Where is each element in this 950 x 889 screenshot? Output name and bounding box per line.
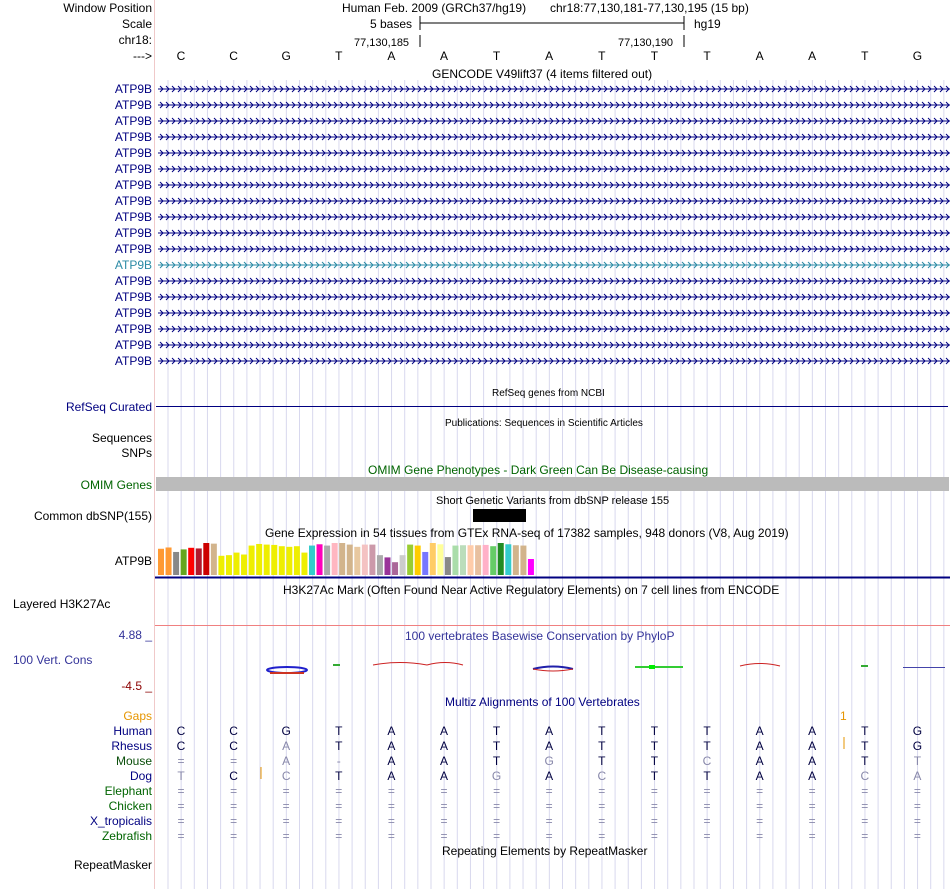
- aligned-base: =: [440, 799, 448, 813]
- aligned-base: =: [335, 784, 343, 798]
- aligned-base: =: [650, 814, 658, 828]
- aligned-base: =: [335, 829, 343, 843]
- aligned-base: =: [493, 814, 501, 828]
- refseq-title[interactable]: RefSeq genes from NCBI: [492, 388, 605, 399]
- aligned-base: =: [913, 814, 921, 828]
- aligned-base: =: [861, 814, 869, 828]
- scale-text: 5 bases: [370, 17, 413, 31]
- aligned-base: =: [177, 829, 185, 843]
- aligned-base: T: [598, 724, 606, 738]
- repeatmasker-label[interactable]: RepeatMasker: [73, 858, 152, 872]
- aligned-base: T: [492, 739, 501, 753]
- aligned-base: =: [493, 829, 501, 843]
- aligned-base: A: [808, 769, 817, 783]
- gtex-label[interactable]: ATP9B: [114, 554, 152, 568]
- h3k27ac-label[interactable]: Layered H3K27Ac: [13, 597, 111, 611]
- conservation-title[interactable]: 100 vertebrates Basewise Conservation by PhyloP: [405, 629, 675, 643]
- aligned-base: A: [808, 754, 817, 768]
- species-label[interactable]: Human: [113, 724, 152, 738]
- gencode-row-label[interactable]: ATP9B: [114, 162, 152, 176]
- aligned-base: =: [808, 784, 816, 798]
- aligned-base: T: [913, 754, 922, 768]
- aligned-base: A: [282, 739, 291, 753]
- aligned-base: T: [650, 739, 659, 753]
- gencode-row-label[interactable]: ATP9B: [114, 322, 152, 336]
- aligned-base: =: [808, 814, 816, 828]
- gencode-row-label[interactable]: ATP9B: [114, 274, 152, 288]
- gaps-value: 1: [840, 709, 847, 723]
- aligned-base: =: [230, 799, 238, 813]
- strand-label[interactable]: --->: [133, 49, 152, 63]
- species-label[interactable]: Mouse: [115, 754, 152, 768]
- aligned-base: =: [650, 829, 658, 843]
- aligned-base: C: [176, 724, 186, 738]
- aligned-base: C: [229, 724, 238, 738]
- aligned-base: =: [493, 784, 501, 798]
- aligned-base: C: [860, 769, 870, 783]
- base-letter: A: [808, 49, 817, 63]
- gencode-row-label[interactable]: ATP9B: [114, 210, 152, 224]
- aligned-base: A: [282, 754, 291, 768]
- aligned-base: =: [808, 799, 816, 813]
- aligned-base: =: [756, 814, 764, 828]
- gencode-row-label[interactable]: ATP9B: [114, 242, 152, 256]
- aligned-base: A: [387, 769, 396, 783]
- aligned-base: G: [912, 739, 923, 753]
- chrom-label[interactable]: chr18:: [118, 33, 152, 47]
- base-letter: A: [545, 49, 554, 63]
- gencode-row-label[interactable]: ATP9B: [114, 98, 152, 112]
- aligned-base: =: [177, 799, 185, 813]
- gencode-row-label[interactable]: ATP9B: [114, 146, 152, 160]
- aligned-base: A: [545, 769, 554, 783]
- species-label[interactable]: Elephant: [104, 784, 152, 798]
- aligned-base: =: [282, 784, 290, 798]
- assembly-title: Human Feb. 2009 (GRCh37/hg19): [342, 1, 527, 15]
- gencode-row-label[interactable]: ATP9B: [114, 354, 152, 368]
- aligned-base: =: [861, 829, 869, 843]
- aligned-base: A: [755, 769, 764, 783]
- species-label[interactable]: X_tropicalis: [89, 814, 152, 828]
- species-label[interactable]: Rhesus: [111, 739, 152, 753]
- dbsnp-label[interactable]: Common dbSNP(155): [33, 509, 152, 523]
- aligned-base: T: [703, 724, 711, 738]
- aligned-base: =: [282, 799, 290, 813]
- aligned-base: =: [650, 799, 658, 813]
- aligned-base: =: [703, 829, 711, 843]
- base-letter: G: [281, 49, 291, 63]
- aligned-base: T: [598, 739, 606, 753]
- aligned-base: T: [650, 769, 659, 783]
- aligned-base: =: [387, 814, 395, 828]
- aligned-base: =: [913, 829, 921, 843]
- gencode-title[interactable]: GENCODE V49lift37 (4 items filtered out): [432, 67, 653, 81]
- aligned-base: A: [808, 739, 817, 753]
- aligned-base: A: [439, 769, 449, 783]
- h3k27ac-title[interactable]: H3K27Ac Mark (Often Found Near Active Regulatory Elements) on 7 cell lines from ENCODE: [283, 583, 780, 597]
- aligned-base: =: [282, 814, 290, 828]
- aligned-base: C: [176, 739, 186, 753]
- aligned-base: C: [229, 739, 238, 753]
- aligned-base: T: [335, 724, 343, 738]
- aligned-base: =: [493, 799, 501, 813]
- aligned-base: T: [650, 724, 659, 738]
- base-letter: C: [176, 49, 186, 63]
- base-letter: T: [335, 49, 343, 63]
- aligned-base: A: [545, 739, 554, 753]
- aligned-base: =: [703, 814, 711, 828]
- aligned-base: =: [808, 829, 816, 843]
- species-label[interactable]: Dog: [129, 769, 152, 783]
- aligned-base: =: [177, 784, 185, 798]
- aligned-base: =: [913, 799, 921, 813]
- gencode-row-label[interactable]: ATP9B: [114, 178, 152, 192]
- aligned-base: A: [387, 724, 396, 738]
- publications-title[interactable]: Publications: Sequences in Scientific Articles: [445, 418, 643, 429]
- base-letter: A: [755, 49, 764, 63]
- aligned-base: =: [545, 814, 553, 828]
- aligned-base: A: [755, 724, 764, 738]
- aligned-base: =: [545, 799, 553, 813]
- gaps-label[interactable]: Gaps: [123, 709, 152, 723]
- aligned-base: A: [439, 724, 449, 738]
- aligned-base: -: [336, 754, 341, 768]
- aligned-base: =: [756, 829, 764, 843]
- conservation-max: 4.88 _: [118, 628, 152, 642]
- aligned-base: =: [703, 799, 711, 813]
- base-letter: C: [229, 49, 238, 63]
- aligned-base: A: [755, 739, 764, 753]
- aligned-base: =: [282, 829, 290, 843]
- base-letter: T: [492, 49, 501, 63]
- species-label[interactable]: Chicken: [108, 799, 152, 813]
- omim-title[interactable]: OMIM Gene Phenotypes - Dark Green Can Be Disease-causing: [368, 463, 709, 477]
- aligned-base: T: [703, 739, 711, 753]
- publications-sequences-label[interactable]: Sequences: [91, 431, 152, 445]
- aligned-base: T: [335, 769, 343, 783]
- refseq-label[interactable]: RefSeq Curated: [65, 400, 152, 414]
- aligned-base: =: [335, 799, 343, 813]
- aligned-base: =: [177, 814, 185, 828]
- conservation-min: -4.5 _: [121, 679, 152, 693]
- aligned-base: T: [650, 754, 659, 768]
- aligned-base: =: [440, 829, 448, 843]
- scale-label[interactable]: Scale: [121, 17, 152, 31]
- db-name: hg19: [694, 17, 721, 31]
- aligned-base: T: [492, 724, 501, 738]
- aligned-base: =: [598, 814, 606, 828]
- base-letter: T: [703, 49, 711, 63]
- aligned-base: C: [597, 769, 607, 783]
- aligned-base: T: [861, 724, 869, 738]
- window-position-label[interactable]: Window Position: [63, 1, 152, 15]
- aligned-base: =: [177, 754, 185, 768]
- gencode-row-label[interactable]: ATP9B: [114, 338, 152, 352]
- aligned-base: T: [492, 754, 501, 768]
- aligned-base: =: [913, 784, 921, 798]
- aligned-base: =: [230, 784, 238, 798]
- aligned-base: A: [545, 724, 554, 738]
- aligned-base: =: [598, 829, 606, 843]
- aligned-base: =: [230, 829, 238, 843]
- aligned-base: =: [545, 829, 553, 843]
- species-label[interactable]: Zebrafish: [101, 829, 152, 843]
- aligned-base: G: [544, 754, 554, 768]
- aligned-base: =: [598, 784, 606, 798]
- aligned-base: A: [913, 769, 922, 783]
- aligned-base: =: [545, 784, 553, 798]
- gencode-row-label[interactable]: ATP9B: [114, 82, 152, 96]
- aligned-base: G: [491, 769, 502, 783]
- aligned-base: C: [229, 769, 238, 783]
- aligned-base: T: [861, 739, 869, 753]
- aligned-base: T: [861, 754, 869, 768]
- publications-snps-label[interactable]: SNPs: [121, 446, 152, 460]
- aligned-base: A: [439, 754, 449, 768]
- aligned-base: C: [702, 754, 712, 768]
- aligned-base: T: [703, 769, 711, 783]
- aligned-base: T: [598, 754, 606, 768]
- multiz-title[interactable]: Multiz Alignments of 100 Vertebrates: [445, 695, 640, 709]
- aligned-base: =: [387, 829, 395, 843]
- aligned-base: =: [387, 784, 395, 798]
- gencode-row-label[interactable]: ATP9B: [114, 290, 152, 304]
- aligned-base: =: [703, 784, 711, 798]
- coord-right: 77,130,190: [618, 37, 674, 49]
- aligned-base: =: [335, 814, 343, 828]
- repeatmasker-title[interactable]: Repeating Elements by RepeatMasker: [442, 844, 648, 858]
- position-range: chr18:77,130,181-77,130,195 (15 bp): [550, 1, 749, 15]
- gencode-row-label[interactable]: ATP9B: [114, 194, 152, 208]
- aligned-base: A: [387, 739, 396, 753]
- aligned-base: G: [912, 724, 923, 738]
- aligned-base: =: [440, 814, 448, 828]
- gencode-row-label[interactable]: ATP9B: [114, 114, 152, 128]
- base-letter: G: [912, 49, 923, 63]
- aligned-base: =: [387, 799, 395, 813]
- aligned-base: =: [861, 784, 869, 798]
- aligned-base: =: [861, 799, 869, 813]
- aligned-base: =: [230, 814, 238, 828]
- base-letter: A: [387, 49, 396, 63]
- base-letter: A: [439, 49, 449, 63]
- base-letter: T: [650, 49, 659, 63]
- aligned-base: =: [230, 754, 238, 768]
- aligned-base: C: [281, 769, 291, 783]
- aligned-base: G: [281, 724, 291, 738]
- aligned-base: T: [335, 739, 343, 753]
- aligned-base: =: [756, 799, 764, 813]
- omim-label[interactable]: OMIM Genes: [80, 478, 152, 492]
- base-letter: T: [861, 49, 869, 63]
- gencode-row-label[interactable]: ATP9B: [114, 226, 152, 240]
- gencode-row-label[interactable]: ATP9B: [114, 130, 152, 144]
- aligned-base: =: [598, 799, 606, 813]
- aligned-base: =: [756, 784, 764, 798]
- dbsnp-title[interactable]: Short Genetic Variants from dbSNP release 155: [436, 495, 670, 507]
- aligned-base: =: [650, 784, 658, 798]
- conservation-label[interactable]: 100 Vert. Cons: [13, 653, 93, 667]
- gencode-row-label[interactable]: ATP9B: [114, 306, 152, 320]
- aligned-base: A: [387, 754, 396, 768]
- gtex-title[interactable]: Gene Expression in 54 tissues from GTEx RNA-seq of 17382 samples, 948 donors (V8, Aug 2019): [265, 526, 789, 540]
- coord-left: 77,130,185: [354, 37, 410, 49]
- aligned-base: A: [439, 739, 449, 753]
- gencode-row-label[interactable]: ATP9B: [114, 258, 152, 272]
- aligned-base: A: [808, 724, 817, 738]
- aligned-base: T: [177, 769, 185, 783]
- aligned-base: A: [755, 754, 764, 768]
- aligned-base: =: [440, 784, 448, 798]
- base-letter: T: [598, 49, 606, 63]
